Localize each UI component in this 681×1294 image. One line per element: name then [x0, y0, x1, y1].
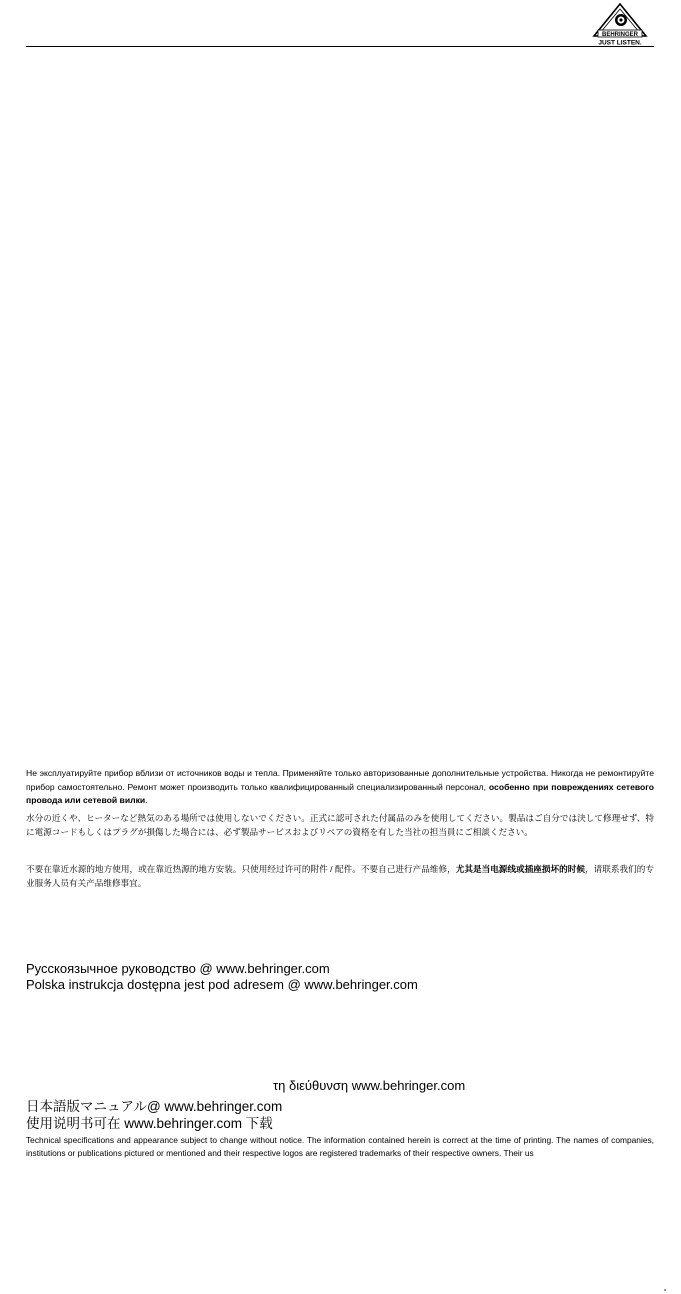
logo-brand-text: BEHRINGER	[601, 32, 639, 38]
page-mark	[664, 1289, 666, 1291]
logo-tagline: JUST LISTEN.	[598, 39, 642, 46]
safety-note-ja: 水分の近くや、ヒーターなど熱気のある場所では使用しないでください。正式に認可された付属品のみを使用してください。製品はご自分では決して修理せず、特に電源コードもしくはプラグが損傷した場合には、必ず製品サービスおよびリペアの資格を有した当社の担当員にご相談ください。	[26, 813, 654, 837]
manual-link-gr[interactable]: τη διεύθυνση www.behringer.com	[273, 1078, 466, 1093]
manual-link-ru[interactable]: Русскоязычное руководство @ www.behringer.com	[26, 961, 330, 976]
behringer-logo-icon	[584, 2, 656, 46]
safety-note-ru: Не эксплуатируйте прибор вблизи от источников воды и тепла. Применяйте только авторизованные дополнительные устройства. Никогда не ремонтируйте прибор самостоятельно. Ремонт может производить только квалифицированный специализированный персонал, особенно при повреждениях сетевого провода или сетевой вилки.	[26, 768, 654, 805]
header-rule	[26, 46, 654, 47]
manual-link-ja[interactable]: 日本語版マニュアル@ www.behringer.com	[26, 1099, 283, 1114]
legal-footer: Technical specifications and appearance subject to change without notice. The information contained herein is correct at the time of printing. The names of companies, institutions or publications pictured or mentioned and their respective logos are registered trademarks of their respective owners. Their us	[26, 1135, 654, 1158]
manual-link-pl[interactable]: Polska instrukcja dostępna jest pod adresem @ www.behringer.com	[26, 977, 418, 992]
manual-link-zh[interactable]: 使用说明书可在 www.behringer.com 下载	[26, 1116, 273, 1131]
safety-note-zh: 不要在靠近水源的地方使用，或在靠近热源的地方安装。只使用经过许可的附件 / 配件。不要自己进行产品维修，尤其是当电源线或插座损坏的时候，请联系我们的专业服务人员有关产品维修事宜。	[26, 864, 654, 888]
